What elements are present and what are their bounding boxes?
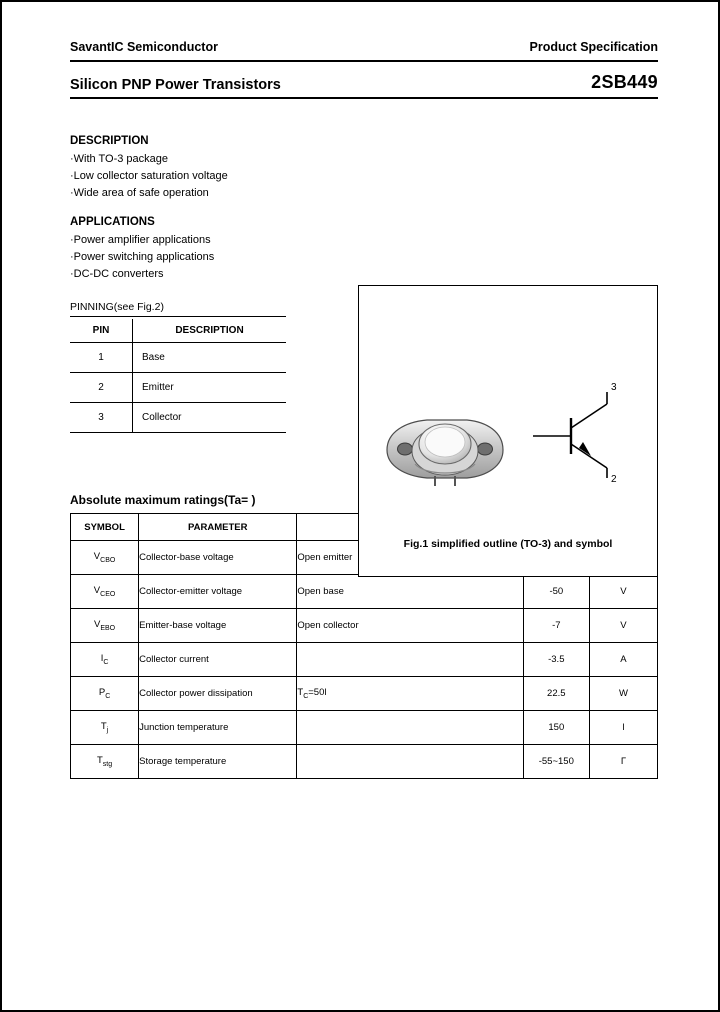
page-content bbox=[70, 40, 658, 779]
ratings-symbol bbox=[71, 575, 139, 609]
ratings-unit: A bbox=[589, 643, 657, 677]
symbol-subscript: CEO bbox=[100, 590, 116, 598]
ratings-title: Absolute maximum ratings(Ta= ) bbox=[70, 493, 256, 507]
symbol-subscript: stg bbox=[102, 760, 113, 768]
description-item: ·With TO-3 package bbox=[70, 153, 169, 165]
applications-item: ·Power amplifier applications bbox=[70, 234, 211, 246]
ratings-parameter: Junction temperature bbox=[139, 711, 297, 745]
ratings-conditions bbox=[297, 643, 523, 677]
ratings-symbol bbox=[71, 745, 139, 779]
table-row bbox=[70, 343, 286, 373]
table-row bbox=[71, 575, 658, 609]
ratings-unit: l bbox=[589, 711, 657, 745]
ratings-header-parameter: PARAMETER bbox=[139, 514, 297, 541]
symbol-main: V bbox=[93, 585, 101, 597]
table-row bbox=[71, 677, 658, 711]
title-divider bbox=[70, 97, 658, 99]
pin-description: Emitter bbox=[133, 373, 287, 403]
ratings-parameter: Storage temperature bbox=[139, 745, 297, 779]
company-name: SavantIC Semiconductor bbox=[70, 40, 218, 54]
ratings-conditions bbox=[297, 677, 523, 711]
svg-text:2: 2 bbox=[611, 474, 617, 485]
ratings-unit: V bbox=[589, 609, 657, 643]
ratings-parameter: Emitter-base voltage bbox=[139, 609, 297, 643]
page-title: Silicon PNP Power Transistors bbox=[70, 77, 281, 93]
pinning-header-pin: PIN bbox=[70, 319, 133, 343]
page-header bbox=[70, 40, 658, 60]
ratings-parameter: Collector-emitter voltage bbox=[139, 575, 297, 609]
ratings-header-symbol: SYMBOL bbox=[71, 514, 139, 541]
ratings-conditions: Open base bbox=[297, 575, 523, 609]
pin-description: Base bbox=[133, 343, 287, 373]
table-row bbox=[71, 609, 658, 643]
pin-number: 1 bbox=[70, 343, 133, 373]
ratings-value: 150 bbox=[523, 711, 589, 745]
description-heading: DESCRIPTION bbox=[70, 135, 149, 147]
header-divider bbox=[70, 60, 658, 62]
symbol-main: V bbox=[93, 619, 101, 631]
figure-caption: Fig.1 simplified outline (TO-3) and symbol bbox=[403, 538, 613, 550]
description-item: ·Low collector saturation voltage bbox=[70, 170, 228, 182]
applications-heading: APPLICATIONS bbox=[70, 216, 155, 228]
ratings-symbol bbox=[71, 609, 139, 643]
ratings-symbol bbox=[71, 643, 139, 677]
ratings-parameter: Collector current bbox=[139, 643, 297, 677]
part-number: 2SB449 bbox=[591, 72, 658, 92]
title-row bbox=[70, 72, 658, 97]
symbol-subscript: CBO bbox=[100, 556, 116, 564]
ratings-unit: W bbox=[589, 677, 657, 711]
ratings-value: -55~150 bbox=[523, 745, 589, 779]
svg-text:3: 3 bbox=[611, 382, 617, 393]
ratings-parameter: Collector-base voltage bbox=[139, 541, 297, 575]
pinning-caption: PINNING(see Fig.2) bbox=[70, 301, 286, 317]
table-row bbox=[71, 745, 658, 779]
ratings-unit: Γ bbox=[589, 745, 657, 779]
to3-outline-svg bbox=[381, 406, 511, 496]
symbol-subscript: EBO bbox=[100, 624, 116, 632]
pinning-header-description: DESCRIPTION bbox=[133, 319, 287, 343]
pin-number: 2 bbox=[70, 373, 133, 403]
conditions-main: T bbox=[297, 687, 304, 699]
table-row bbox=[71, 643, 658, 677]
ratings-value: -7 bbox=[523, 609, 589, 643]
symbol-subscript: j bbox=[106, 726, 109, 734]
ratings-unit: V bbox=[589, 575, 657, 609]
pnp-symbol-svg bbox=[527, 378, 637, 488]
symbol-main: P bbox=[98, 687, 106, 699]
table-header-row bbox=[70, 319, 286, 343]
pin-description: Collector bbox=[133, 403, 287, 433]
figure-panel bbox=[358, 285, 658, 577]
ratings-parameter: Collector power dissipation bbox=[139, 677, 297, 711]
ratings-symbol bbox=[71, 541, 139, 575]
ratings-symbol bbox=[71, 677, 139, 711]
symbol-subscript: C bbox=[103, 658, 109, 666]
symbol-subscript: C bbox=[105, 692, 111, 700]
conditions-subscript: C bbox=[303, 692, 309, 700]
ratings-conditions bbox=[297, 711, 523, 745]
pinning-table bbox=[70, 319, 286, 433]
description-item: ·Wide area of safe operation bbox=[70, 187, 209, 199]
ratings-symbol bbox=[71, 711, 139, 745]
ratings-conditions bbox=[297, 745, 523, 779]
conditions-tail: =50l bbox=[308, 687, 327, 699]
table-row bbox=[70, 403, 286, 433]
ratings-conditions: Open emitter bbox=[297, 541, 523, 575]
ratings-conditions: Open collector bbox=[297, 609, 523, 643]
applications-item: ·DC-DC converters bbox=[70, 268, 164, 280]
symbol-main: V bbox=[93, 551, 101, 563]
symbol-main: T bbox=[96, 755, 103, 767]
pin-number: 3 bbox=[70, 403, 133, 433]
table-row bbox=[71, 711, 658, 745]
ratings-value: 22.5 bbox=[523, 677, 589, 711]
table-row bbox=[70, 373, 286, 403]
ratings-value: -3.5 bbox=[523, 643, 589, 677]
left-column bbox=[70, 135, 360, 433]
ratings-value: -50 bbox=[523, 575, 589, 609]
symbol-main: I bbox=[100, 653, 104, 665]
transistor-symbol bbox=[527, 378, 637, 493]
document-type: Product Specification bbox=[529, 40, 658, 54]
symbol-main: T bbox=[100, 721, 107, 733]
applications-item: ·Power switching applications bbox=[70, 251, 215, 263]
to3-package-drawing bbox=[381, 406, 511, 501]
